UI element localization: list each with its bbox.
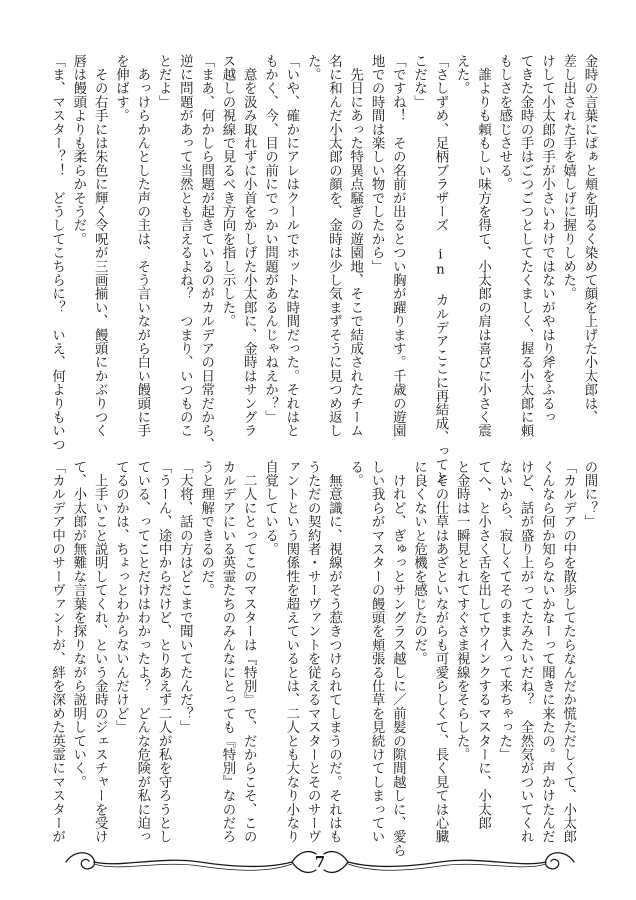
text-line: その右手には朱色に輝く令呪が三画揃い、饅頭にかぶりつく xyxy=(92,54,108,438)
text-line: こだな」 xyxy=(411,54,427,109)
text-line: その仕草はあざといながらも可愛らしくて、長く見ては心臓 xyxy=(432,460,448,844)
text-line: ている、ってことだけはわかったよ？ どんな危険が私に迫っ xyxy=(134,460,150,844)
text-line: 二人にとってこのマスターは『特別』で、だからこそ、この xyxy=(241,460,257,844)
text-line: うただの契約者・サーヴァントを従えるマスターとそのサーヴ xyxy=(305,460,321,844)
text-line: に良くないと危機を感じたのだ。 xyxy=(411,460,427,666)
text-line: 「ですね！ その名前が出るとつい胸が躍ります。千歳の遊園 xyxy=(390,54,406,438)
text-line: 「いや、確かにアレはクールでホットな時間だった。それはと xyxy=(283,54,299,438)
text-line: もしさを感じさせる。 xyxy=(496,54,512,191)
text-line: けれど、ぎゅっとサングラス越しに／前髪の隙間越しに、愛ら xyxy=(390,460,406,858)
text-line: 自覚している。 xyxy=(262,460,278,556)
text-line: 差し出された手を嬉しげに握りしめた。 xyxy=(560,54,576,301)
text-line: の間に？」 xyxy=(582,460,597,529)
footer-ornament xyxy=(60,842,580,882)
page-number: 7 xyxy=(314,853,326,871)
text-line: 誰よりも頼もしい味方を得て、小太郎の肩は喜びに小さく震 xyxy=(475,54,491,438)
text-line: 「さしずめ、足柄ブラザーズ in カルデアここに再結成、ってと xyxy=(432,54,448,486)
text-line: ないから、寂しくてそのまま入って来ちゃった」 xyxy=(496,460,512,762)
text-line: 先日にあった特異点騒ぎの遊園地、そこで結成されたチーム xyxy=(347,54,363,438)
lower-text-block xyxy=(46,460,600,858)
text-line: てきた金時の手はごつごつとしてたくましく、握る小太郎に頼 xyxy=(518,54,534,438)
text-line: 「大将、話の方はどこまで聞いてたんだ？」 xyxy=(177,460,193,734)
text-line: とだよ」 xyxy=(156,54,172,109)
text-line: を伸ばす。 xyxy=(113,54,129,123)
text-line: 地での時間は楽しい物でしたから」 xyxy=(369,54,385,274)
text-line: けして小太郎の手が小さいわけではないがやはり斧をふるっ xyxy=(539,54,555,424)
text-line: 名に和んだ小太郎の顔を、金時は少し気まずそうに見つめ返し xyxy=(326,54,342,438)
text-line: けど、話が盛り上がってたみたいだね？ 全然気がついてくれ xyxy=(518,460,534,844)
text-line: もかく、今、目の前にでっかい問題があるんじゃねえか？」 xyxy=(262,54,278,424)
text-line: 意を汲み取れずに小首をかしげた小太郎に、金時はサングラ xyxy=(241,54,257,438)
text-line: 「カルデア中のサーヴァントが、絆を深めた英霊にマスターが xyxy=(49,460,65,844)
text-line: 「カルデアの中を散歩してたらなんだか慌ただしくて、小太郎 xyxy=(560,460,576,844)
text-line: あっけらかんとした声の主は、そう言いながら白い饅頭に手 xyxy=(134,54,150,438)
text-line: 無意識に、視線がそう惹きつけられてしまうのだ。それはも xyxy=(326,460,342,844)
text-line: て、小太郎が無難な言葉を探りながら説明していく。 xyxy=(70,460,86,789)
text-line: カルデアにいる英霊たちのみんなにとっても『特別』なのだろ xyxy=(219,460,235,844)
text-line: ス越しの視線で見るべき方向を指し示した。 xyxy=(219,54,235,328)
text-line: くんなら何か知らないかなーって聞きに来たの。声かけたんだ xyxy=(539,460,555,844)
text-line: てるのかは、ちょっとわからないんだけど」 xyxy=(113,460,129,734)
text-line: 上手いこと説明してくれ、という金時のジェスチャーを受け xyxy=(92,460,108,844)
text-line: 逆に問題があって当然とも言えるよね？ つまり、いつものこ xyxy=(177,54,193,438)
text-line: てへ、と小さく舌を出してウインクするマスターに、小太郎 xyxy=(475,460,491,830)
text-line: た。 xyxy=(305,54,321,82)
text-line: 「うーん、途中からだけど、とりあえず二人が私を守ろうとし xyxy=(156,460,172,844)
text-line: と金時は一瞬見とれてすぐさま視線をそらした。 xyxy=(454,460,470,762)
text-line: 金時の言葉にぱぁと頬を明るく染めて顔を上げた小太郎は、 xyxy=(582,54,597,424)
text-line: うと理解できるのだ。 xyxy=(198,460,214,597)
text-line: る。 xyxy=(347,460,363,488)
upper-text-block xyxy=(46,54,600,486)
text-line: 唇は饅頭よりも柔らかそうだ。 xyxy=(70,54,86,246)
text-line: えた。 xyxy=(454,54,470,96)
text-line: 「まあ、何かしら問題が起きているのがカルデアの日常だから、 xyxy=(198,54,214,452)
text-line: ァントという関係性を超えているとは、二人とも大なり小なり xyxy=(283,460,299,844)
text-line: しい我らがマスターの饅頭を頬張る仕草を見続けてしまってい xyxy=(369,460,385,844)
text-line: 「ま、マスター？！ どうしてこちらに？ いえ、何よりもいつ xyxy=(49,54,65,452)
